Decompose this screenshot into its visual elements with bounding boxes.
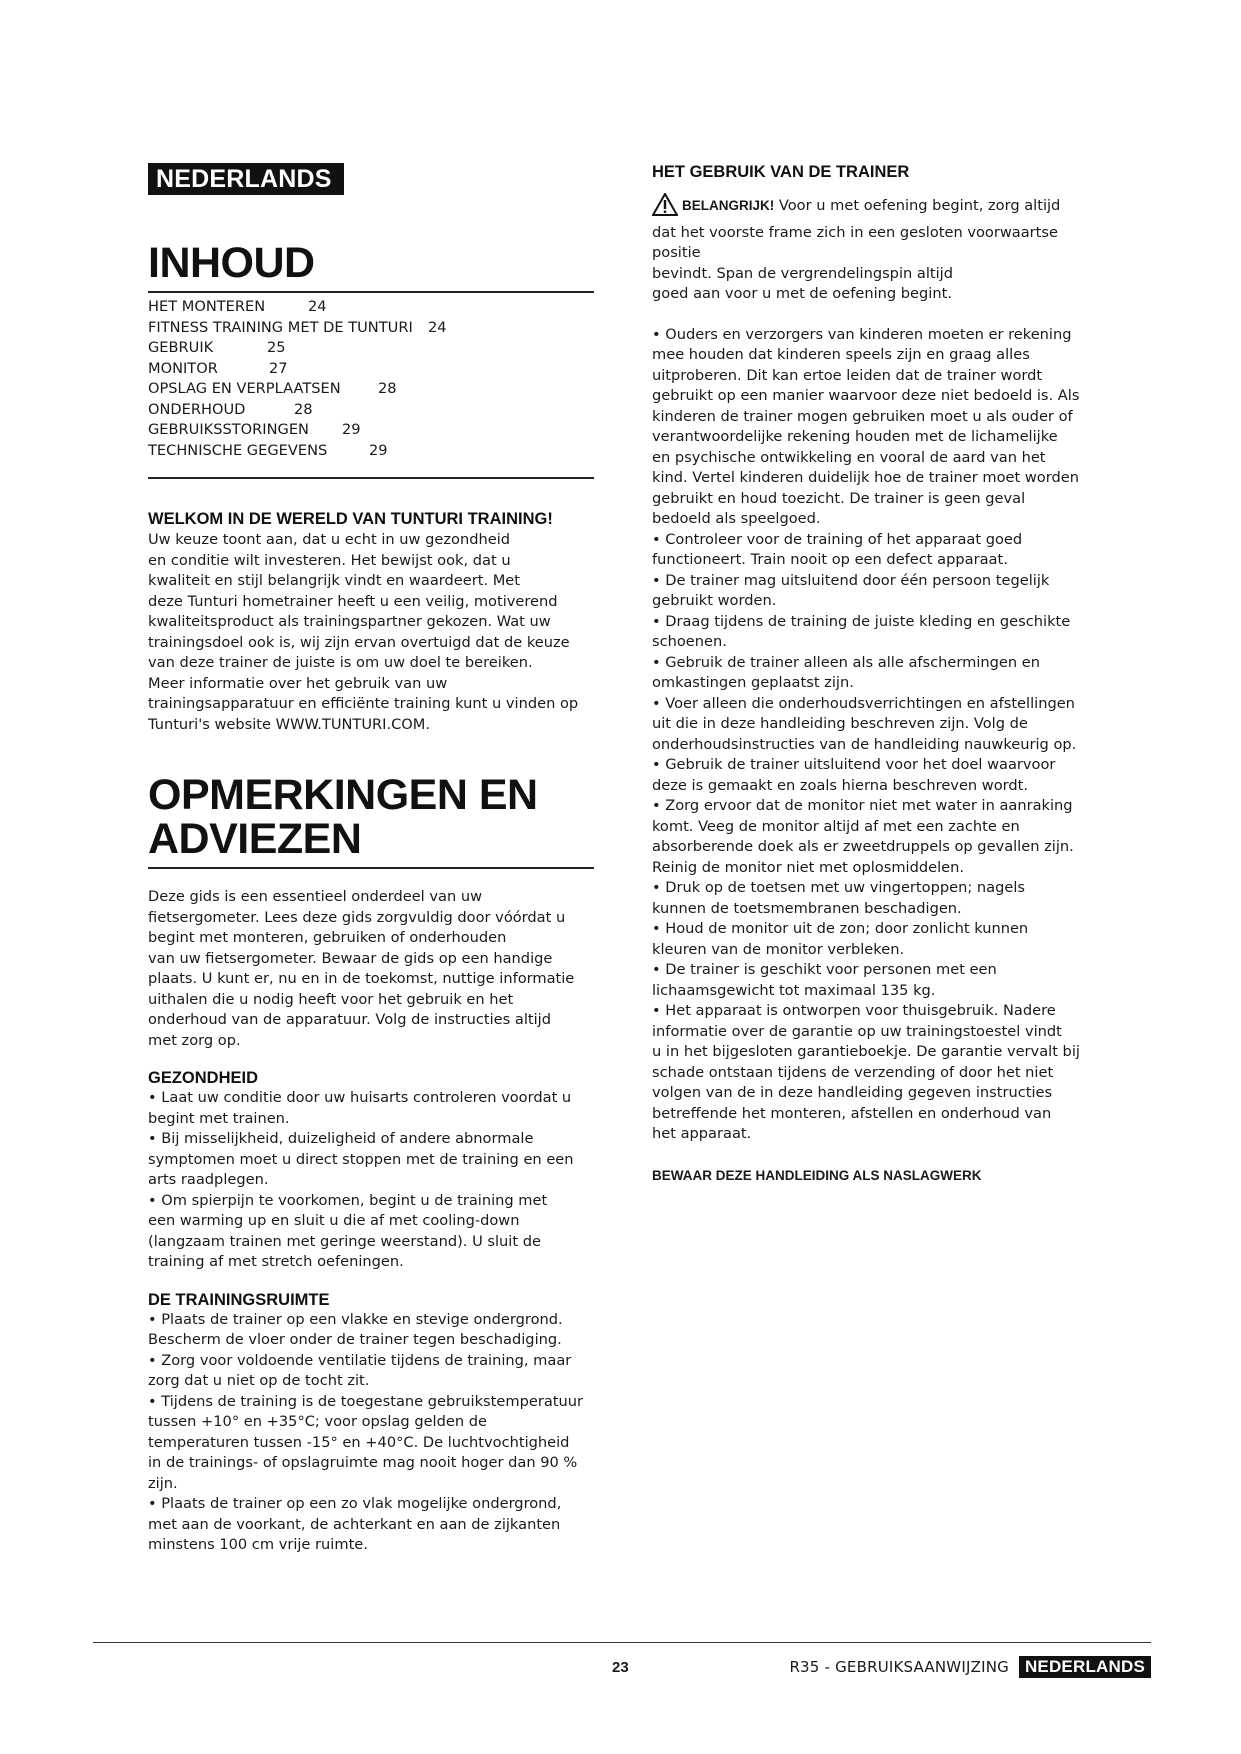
text-line: minstens 100 cm vrije ruimte. <box>148 1536 368 1553</box>
text-line: (langzaam trainen met geringe weerstand). U sluit de <box>148 1232 541 1250</box>
toc-item <box>148 359 594 380</box>
text-line: uithalen die u nodig heeft voor het gebruik en het <box>148 990 514 1008</box>
text-line: temperaturen tussen -15° en +40°C. De luchtvochtigheid <box>148 1433 570 1451</box>
text-line: van uw fietsergometer. Bewaar de gids op een handige <box>148 949 553 967</box>
text-line: plaats. U kunt er, nu en in de toekomst, nuttige informatie <box>148 970 575 987</box>
text-line: begint met trainen. <box>148 1109 290 1127</box>
text-line: het apparaat. <box>652 1125 752 1142</box>
text-line: met zorg op. <box>148 1031 241 1049</box>
text-line: betreffende het monteren, afstellen en onderhoud van <box>652 1104 1052 1122</box>
footer-title-block <box>789 1656 1151 1678</box>
text-line: • Plaats de trainer op een zo vlak mogelijke ondergrond, <box>148 1495 562 1512</box>
text-line: • Bij misselijkheid, duizeligheid of andere abnormale <box>148 1130 534 1147</box>
text-line: • Laat uw conditie door uw huisarts controleren voordat u <box>148 1089 572 1106</box>
remarks-heading-line2: ADVIEZEN <box>148 815 362 863</box>
text-line: onderhoudsinstructies van de handleiding nauwkeurig op. <box>652 735 1077 753</box>
language-badge: NEDERLANDS <box>148 163 344 195</box>
text-line: van deze trainer de juiste is om uw doel te bereiken. <box>148 654 533 671</box>
footer-language-badge: NEDERLANDS <box>1019 1656 1151 1678</box>
text-line: gebruikt en houd toezicht. De trainer is geen geval <box>652 489 1026 507</box>
toc-item <box>148 379 594 400</box>
text-line: komt. Veeg de monitor altijd af met een zachte en <box>652 817 1020 835</box>
text-line: Reinig de monitor niet met oplosmiddelen. <box>652 858 965 876</box>
text-line: • Tijdens de training is de toegestane gebruikstemperatuur <box>148 1392 583 1410</box>
text-line: Bescherm de vloer onder de trainer tegen beschadiging. <box>148 1331 562 1348</box>
toc-item-label: GEBRUIKSSTORINGEN <box>148 421 309 438</box>
text-line: zorg dat u niet op de tocht zit. <box>148 1372 370 1389</box>
text-line: training af met stretch oefeningen. <box>148 1253 404 1270</box>
text-line: kinderen de trainer mogen gebruiken moet u als ouder of <box>652 407 1073 425</box>
important-label: BELANGRIJK! <box>682 198 775 213</box>
text-line: zijn. <box>148 1474 178 1492</box>
welcome-text <box>148 530 594 735</box>
text-line: kwaliteit en stijl belangrijk vindt en waardeert. Met <box>148 572 521 589</box>
toc-item <box>148 441 594 462</box>
text-line: • De trainer is geschikt voor personen met een <box>652 961 997 978</box>
toc-item-label: FITNESS TRAINING MET DE TUNTURI <box>148 318 413 336</box>
text-line: u in het bijgesloten garantieboekje. De garantie vervalt bij <box>652 1043 1080 1060</box>
text-line: arts raadplegen. <box>148 1171 269 1188</box>
table-of-contents <box>148 297 594 461</box>
text-line: een warming up en sluit u die af met cooling-down <box>148 1212 520 1229</box>
important-first-line: Voor u met oefening begint, zorg altijd <box>774 197 1061 214</box>
page-number: 23 <box>612 1659 629 1676</box>
footer-divider <box>93 1642 1151 1643</box>
text-line: informatie over de garantie op uw trainingstoestel vindt <box>652 1022 1062 1040</box>
text-line: • Zorg voor voldoende ventilatie tijdens de training, maar <box>148 1351 572 1369</box>
text-line: • Houd de monitor uit de zon; door zonlicht kunnen <box>652 920 1029 937</box>
text-line: lichaamsgewicht tot maximaal 135 kg. <box>652 981 936 999</box>
text-line: en conditie wilt investeren. Het bewijst ook, dat u <box>148 551 511 569</box>
health-text <box>148 1088 594 1273</box>
text-line: onderhoud van de apparatuur. Volg de instructies altijd <box>148 1011 551 1028</box>
text-line: symptomen moet u direct stoppen met de training en een <box>148 1150 574 1168</box>
toc-item-label: TECHNISCHE GEGEVENS <box>148 441 328 459</box>
text-line: omkastingen geplaatst zijn. <box>652 674 854 691</box>
text-line: goed aan voor u met de oefening begint. <box>652 285 952 302</box>
text-line: met aan de voorkant, de achterkant en aan de zijkanten <box>148 1515 561 1533</box>
text-line: • Ouders en verzorgers van kinderen moeten er rekening <box>652 325 1072 343</box>
text-line: Deze gids is een essentieel onderdeel van uw <box>148 888 483 905</box>
important-text <box>652 223 1102 305</box>
toc-item-page: 24 <box>428 318 447 336</box>
text-line: dat het voorste frame zich in een gesloten voorwaartse <box>652 223 1058 241</box>
use-heading: HET GEBRUIK VAN DE TRAINER <box>652 163 910 181</box>
divider <box>148 291 594 293</box>
toc-item-page: 28 <box>378 380 397 397</box>
toc-item <box>148 420 594 441</box>
toc-item-page: 25 <box>267 339 286 356</box>
text-line: trainingsdoel ook is, wij zijn ervan overtuigd dat de keuze <box>148 633 570 651</box>
warning-triangle-icon <box>652 193 678 223</box>
toc-item-page: 29 <box>369 441 388 459</box>
footer-title: R35 - GEBRUIKSAANWIJZING <box>789 1658 1009 1676</box>
left-column <box>148 163 594 1556</box>
text-line: trainingsapparatuur en efficiënte training kunt u vinden op <box>148 695 579 712</box>
text-line: • Draag tijdens de training de juiste kleding en geschikte <box>652 612 1071 630</box>
toc-item-label: GEBRUIK <box>148 339 214 356</box>
toc-item-page: 29 <box>342 421 361 438</box>
text-line: deze is gemaakt en zoals hierna beschreven wordt. <box>652 776 1029 794</box>
text-line: • Zorg ervoor dat de monitor niet met water in aanraking <box>652 797 1073 814</box>
text-line: • Plaats de trainer op een vlakke en stevige ondergrond. <box>148 1310 563 1328</box>
text-line: Tunturi's website WWW.TUNTURI.COM. <box>148 715 431 733</box>
text-line: absorberende doek als er zweetdruppels op gevallen zijn. <box>652 838 1074 855</box>
right-column <box>652 163 1102 1183</box>
text-line: schoenen. <box>652 633 727 650</box>
text-line: verantwoordelijke rekening houden met de lichamelijke <box>652 428 1058 445</box>
text-line: • Het apparaat is ontworpen voor thuisgebruik. Nadere <box>652 1002 1056 1019</box>
divider <box>148 867 594 869</box>
remarks-heading-line1: OPMERKINGEN EN <box>148 771 538 819</box>
keep-manual-note: BEWAAR DEZE HANDLEIDING ALS NASLAGWERK <box>652 1167 982 1183</box>
text-line: kunnen de toetsmembranen beschadigen. <box>652 899 962 917</box>
toc-item <box>148 338 594 359</box>
text-line: bevindt. Span de vergrendelingspin altijd <box>652 264 953 282</box>
toc-item-label: OPSLAG EN VERPLAATSEN <box>148 380 341 397</box>
text-line: deze Tunturi hometrainer heeft u een veilig, motiverend <box>148 592 558 610</box>
toc-item-page: 27 <box>269 359 288 377</box>
toc-item <box>148 297 594 318</box>
toc-item-label: MONITOR <box>148 359 218 377</box>
toc-item <box>148 318 594 339</box>
text-line: functioneert. Train nooit op een defect apparaat. <box>652 551 1008 568</box>
text-line: • Om spierpijn te voorkomen, begint u de training met <box>148 1191 548 1209</box>
welcome-heading: WELKOM IN DE WERELD VAN TUNTURI TRAINING! <box>148 510 553 528</box>
text-line: begint met monteren, gebruiken of onderhouden <box>148 929 507 946</box>
text-line: gebruikt op een manier waarvoor deze niet bedoeld is. Als <box>652 387 1080 404</box>
toc-item-page: 28 <box>294 400 313 418</box>
health-heading: GEZONDHEID <box>148 1069 259 1087</box>
text-line: Meer informatie over het gebruik van uw <box>148 674 448 692</box>
remarks-text <box>148 887 594 1051</box>
text-line: gebruikt worden. <box>652 592 777 609</box>
training-space-text <box>148 1310 594 1556</box>
training-space-heading: DE TRAININGSRUIMTE <box>148 1290 330 1309</box>
toc-item-label: HET MONTEREN <box>148 298 266 315</box>
text-line: • De trainer mag uitsluitend door één persoon tegelijk <box>652 571 1050 589</box>
text-line: bedoeld als speelgoed. <box>652 510 821 527</box>
important-notice <box>652 193 1102 305</box>
toc-item-page: 24 <box>308 298 327 315</box>
remarks-heading <box>148 773 594 861</box>
text-line: Uw keuze toont aan, dat u echt in uw gezondheid <box>148 531 511 548</box>
text-line: uit die in deze handleiding beschreven zijn. Volg de <box>652 715 1028 732</box>
text-line: kwaliteitsproduct als trainingspartner gekozen. Wat uw <box>148 613 551 630</box>
text-line: kind. Vertel kinderen duidelijk hoe de trainer moet worden <box>652 469 1079 486</box>
text-line: en psychische ontwikkeling en vooral de aard van het <box>652 448 1046 466</box>
text-line: • Voer alleen die onderhoudsverrichtingen en afstellingen <box>652 694 1075 712</box>
text-line: • Druk op de toetsen met uw vingertoppen; nagels <box>652 879 1025 896</box>
text-line: • Controleer voor de training of het apparaat goed <box>652 530 1023 548</box>
contents-heading: INHOUD <box>148 239 315 287</box>
text-line: tussen +10° en +35°C; voor opslag gelden de <box>148 1413 487 1430</box>
text-line: kleuren van de monitor verbleken. <box>652 940 905 958</box>
toc-item-label: ONDERHOUD <box>148 400 246 418</box>
toc-item <box>148 400 594 421</box>
text-line: in de trainings- of opslagruimte mag nooit hoger dan 90 % <box>148 1454 578 1471</box>
use-text <box>652 325 1102 1145</box>
text-line: fietsergometer. Lees deze gids zorgvuldig door vóórdat u <box>148 908 566 926</box>
text-line: • Gebruik de trainer uitsluitend voor het doel waarvoor <box>652 756 1056 773</box>
text-line: schade ontstaan tijdens de verzending of door het niet <box>652 1063 1054 1081</box>
text-line: uitproberen. Dit kan ertoe leiden dat de trainer wordt <box>652 366 1043 384</box>
text-line: • Gebruik de trainer alleen als alle afschermingen en <box>652 653 1041 671</box>
text-line: mee houden dat kinderen speels zijn en graag alles <box>652 346 1030 363</box>
divider <box>148 477 594 479</box>
text-line: positie <box>652 244 701 261</box>
text-line: volgen van de in deze handleiding gegeven instructies <box>652 1084 1053 1101</box>
